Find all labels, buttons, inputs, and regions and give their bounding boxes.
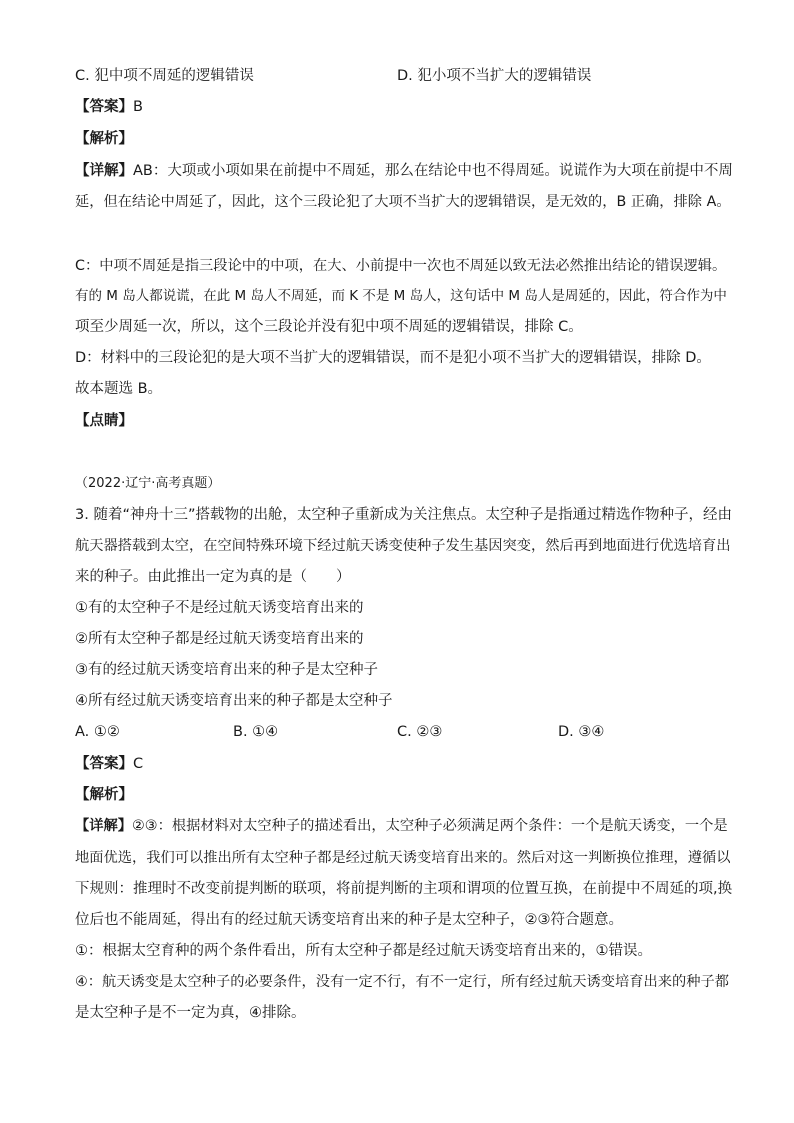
conclusion-line: 故本题选 B。 <box>75 381 163 397</box>
d-line: D：材料中的三段论犯的是大项不当扩大的逻辑错误，而不是犯小项不当扩大的逻辑错误，排除 D。 <box>75 350 711 366</box>
detail-line-1 <box>75 816 728 836</box>
stem-line-1: 3. 随着“神舟十三”搭载物的出舱，太空种子重新成为关注焦点。太空种子是指通过精选作物种子，经由 <box>75 507 732 523</box>
answer-value: B <box>133 99 143 115</box>
option-a: A. ①② <box>75 724 120 740</box>
statement-1-analysis: ①：根据太空育种的两个条件看出，所有太空种子都是经过航天诱变培育出来的，①错误。 <box>75 943 652 959</box>
comment-label: 【点睛】 <box>75 413 133 429</box>
detail-line-4: 位后也不能周延，得出有的经过航天诱变培育出来的种子是太空种子，②③符合题意。 <box>75 912 623 928</box>
answer-line <box>75 97 143 117</box>
analysis-label: 【解析】 <box>75 787 133 803</box>
statement-3: ③有的经过航天诱变培育出来的种子是太空种子 <box>75 662 378 678</box>
analysis-label: 【解析】 <box>75 131 133 147</box>
detail-line-3: 下规则：推理时不改变前提判断的联项，将前提判断的主项和谓项的位置互换，在前提中不周延的项,换 <box>75 881 733 897</box>
statement-4-analysis-line-2: 是太空种子是不一定为真，④排除。 <box>75 1005 306 1021</box>
statement-4-analysis-line-1: ④：航天诱变是太空种子的必要条件，没有一定不行，有不一定行，所有经过航天诱变培育出来的种子都 <box>75 974 730 990</box>
detail-line-2: 延，但在结论中周延了，因此，这个三段论犯了大项不当扩大的逻辑错误，是无效的，B 正确，排除 A。 <box>75 194 731 210</box>
c-line-2: 有的 M 岛人都说谎，在此 M 岛人不周延，而 K 不是 M 岛人，这句话中 M 岛人是周延的，因此，符合作为中 <box>75 288 727 304</box>
detail-text: ②③：根据材料对太空种子的描述看出，太空种子必须满足两个条件：一个是航天诱变，一个是 <box>132 818 728 834</box>
answer-label: 【答案】 <box>75 756 133 772</box>
option-c: C. ②③ <box>397 724 443 740</box>
detail-label: 【详解】 <box>75 163 133 179</box>
statement-2: ②所有太空种子都是经过航天诱变培育出来的 <box>75 631 364 647</box>
detail-label: 【详解】 <box>75 818 133 834</box>
statement-4: ④所有经过航天诱变培育出来的种子都是太空种子 <box>75 693 393 709</box>
option-b: B. ①④ <box>233 724 279 740</box>
answer-value: C <box>133 756 144 772</box>
option-d: D. ③④ <box>558 724 605 740</box>
stem-line-3: 来的种子。由此推出一定为真的是（ ） <box>75 569 351 585</box>
option-d: D. 犯小项不当扩大的逻辑错误 <box>397 68 592 84</box>
c-line-1: C：中项不周延是指三段论中的中项，在大、小前提中一次也不周延以致无法必然推出结论的错误逻辑。 <box>75 258 727 274</box>
answer-line <box>75 754 143 774</box>
option-c: C. 犯中项不周延的逻辑错误 <box>75 68 254 84</box>
c-line-3: 项至少周延一次，所以，这个三段论并没有犯中项不周延的逻辑错误，排除 C。 <box>75 319 583 335</box>
detail-text: AB：大项或小项如果在前提中不周延，那么在结论中也不得周延。说谎作为大项在前提中不周 <box>133 163 733 179</box>
stem-line-2: 航天器搭载到太空，在空间特殊环境下经过航天诱变使种子发生基因突变，然后再到地面进行优选培育出 <box>75 538 731 554</box>
detail-line-2: 地面优选，我们可以推出所有太空种子都是经过航天诱变培育出来的。然后对这一判断换位推理，遵循以 <box>75 850 731 866</box>
statement-1: ①有的太空种子不是经过航天诱变培育出来的 <box>75 600 364 616</box>
question-source: （2022·辽宁·高考真题） <box>75 476 221 491</box>
detail-line-1 <box>75 161 733 181</box>
answer-label: 【答案】 <box>75 99 133 115</box>
